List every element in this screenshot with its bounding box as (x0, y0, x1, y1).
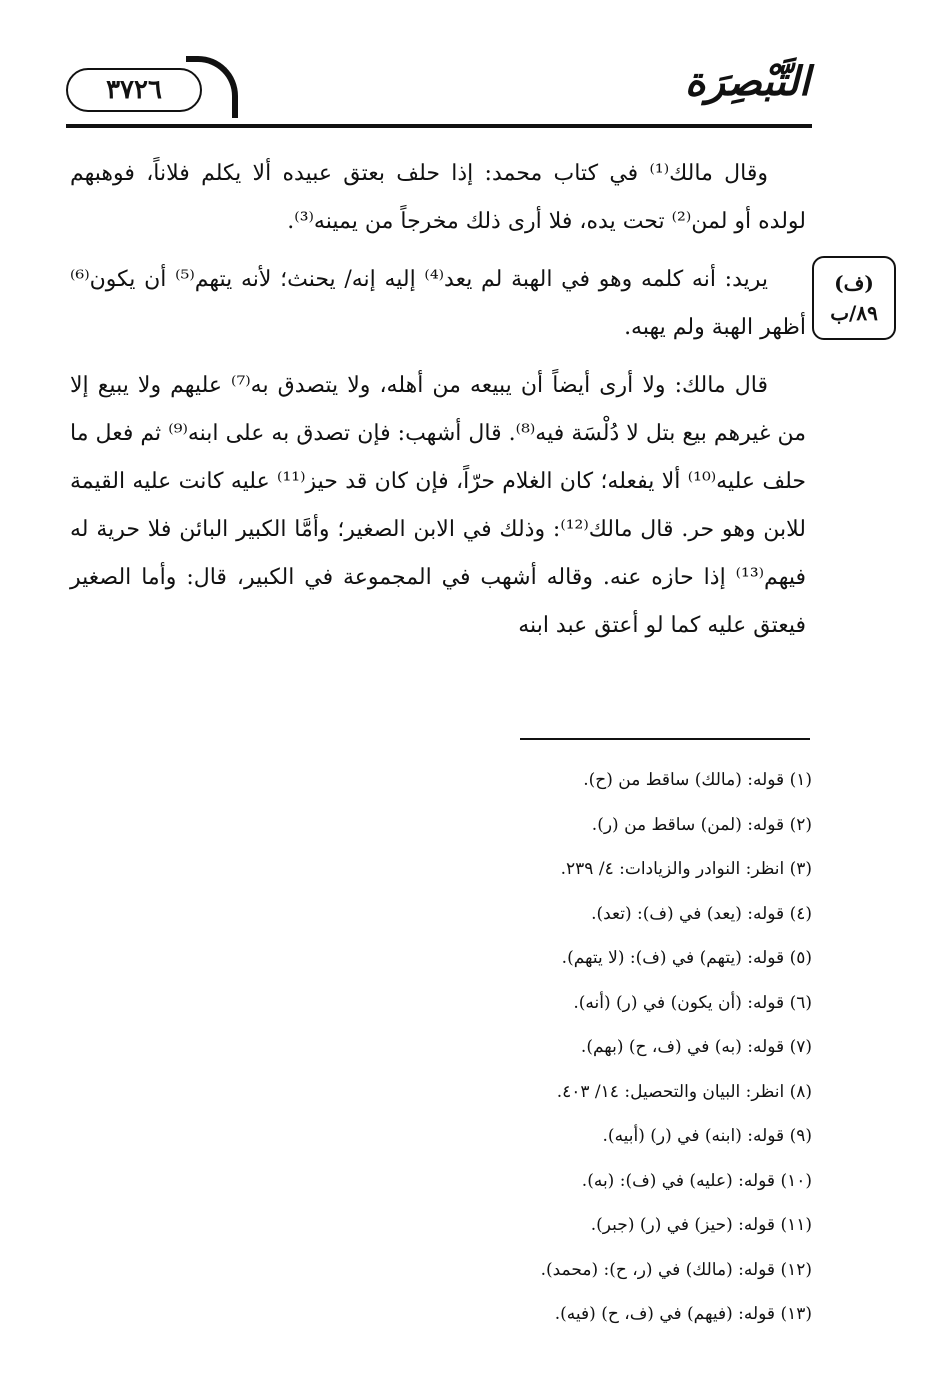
footnote: (١) قوله: (مالك) ساقط من (ح). (583, 770, 812, 790)
footnote: (٩) قوله: (ابنه) في (ر) (أبيه). (602, 1126, 812, 1146)
footnote: (١١) قوله: (حيز) في (ر) (جبر). (590, 1215, 812, 1235)
paragraph: يريد: أنه كلمه وهو في الهبة لم يعد⁽⁴⁾ إليه إنه/ يحنث؛ لأنه يتهم⁽⁵⁾ أن يكون⁽⁶⁾ أظهر الهبة ولم يهبه. (70, 267, 806, 340)
footnote: (٨) انظر: البيان والتحصيل: ١٤/ ٤٠٣. (556, 1081, 812, 1102)
footnote: (٣) انظر: النوادر والزيادات: ٤/ ٢٣٩. (560, 859, 812, 879)
footnotes (252, 758, 812, 1337)
main-text (70, 150, 806, 660)
footnote-separator (520, 738, 810, 740)
margin-note-manuscript: (ف) (834, 271, 874, 295)
header-rule (66, 124, 812, 128)
footnote: (١٣) قوله: (فيهم) في (ف، ح) (فيه). (554, 1304, 812, 1324)
margin-note (812, 256, 896, 340)
page-number: ٣٧٢٦ (66, 68, 202, 112)
paragraph: قال مالك: ولا أرى أيضاً أن يبيعه من أهله، ولا يتصدق به⁽⁷⁾ عليهم ولا يبيع إلا من غيرهم بيع بتل لا دُلْسَة فيه⁽⁸⁾. قال أشهب: فإن تصدق به على ابنه⁽⁹⁾ ثم فعل ما حلف عليه⁽¹⁰⁾ ألا يفعله؛ كان الغلام حرّاً، فإن كان قد حيز⁽¹¹⁾ عليه كانت عليه القيمة للابن وهو حر. قال مالك⁽¹²⁾: وذلك في الابن الصغير؛ وأمَّا الكبير البائن فلا حرية له فيهم⁽¹³⁾ إذا حازه عنه. وقاله أشهب في المجموعة في الكبير، قال: وأما الصغير فيعتق عليه كما لو أعتق عبد ابنه (70, 373, 807, 638)
footnote: (٤) قوله: (يعد) في (ف): (تعد). (591, 903, 812, 924)
footnote: (١٠) قوله: (عليه) في (ف): (به). (581, 1170, 812, 1191)
footnote: (٥) قوله: (يتهم) في (ف): (لا يتهم). (561, 948, 812, 968)
book-title: التَّبْصِرَة (684, 58, 810, 105)
footnote: (٧) قوله: (به) في (ف، ح) (بهم). (580, 1037, 812, 1057)
footnote: (٦) قوله: (أن يكون) في (ر) (أنه). (573, 992, 812, 1013)
footnote: (٢) قوله: (لمن) ساقط من (ر). (591, 814, 812, 835)
footnote: (١٢) قوله: (مالك) في (ر، ح): (محمد). (540, 1259, 812, 1280)
page-header (66, 50, 810, 128)
margin-note-folio: ٨٩/ب (830, 301, 878, 325)
paragraph: وقال مالك⁽¹⁾ في كتاب محمد: إذا حلف بعتق عبيده ألا يكلم فلاناً، فوهبهم لولده أو لمن⁽²⁾ تحت يده، فلا أرى ذلك مخرجاً من يمينه⁽³⁾. (70, 161, 806, 234)
